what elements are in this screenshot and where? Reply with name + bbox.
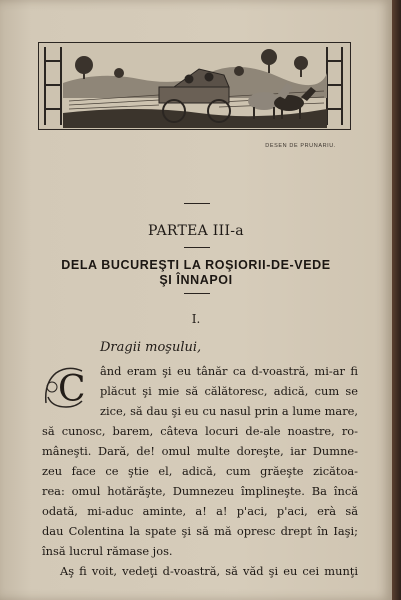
- body-line: odată, mi-aduc aminte, a! a! p'aci, p'aci, erà să: [42, 504, 358, 518]
- salutation: Dragii moşului,: [100, 340, 202, 355]
- illustration-caption: DESEN DE PRUNARIU.: [265, 143, 336, 149]
- body-line: Aş fi voit, vedeţi d-voastră, să văd şi eu cei munţi: [60, 564, 358, 578]
- chapter-title: [0, 258, 392, 288]
- chapter-number: I.: [191, 312, 201, 326]
- part-title: PARTEA III-a: [148, 223, 244, 239]
- rural-scene-image: [39, 43, 349, 128]
- ornamental-drop-cap: [42, 363, 98, 411]
- chapter-title-line-1: DELA BUCUREŞTI LA ROŞIORII-DE-VEDE: [61, 258, 331, 272]
- body-line: plăcut şi mie să călătoresc, adică, cum se: [100, 384, 358, 398]
- body-line: dau Colentina la spate şi să mă opresc drept în Iaşi;: [42, 524, 358, 538]
- book-spine: [392, 0, 401, 600]
- body-line: mâneşti. Dară, de! omul multe doreşte, iar Dumne-: [42, 444, 358, 458]
- drop-cap-letter: C: [58, 369, 86, 410]
- divider-middle: [184, 247, 210, 248]
- chapter-title-line-2: ŞI ÎNNAPOI: [159, 273, 233, 287]
- body-line: să cunosc, barem, câteva locuri de-ale noastre, ro-: [42, 424, 358, 438]
- header-illustration: [38, 42, 351, 130]
- divider-top: [184, 203, 210, 204]
- body-line: ând eram şi eu tânăr ca d-voastră, mi-ar fi: [100, 364, 358, 378]
- divider-bottom: [184, 293, 210, 294]
- body-line: rea: omul hotărăşte, Dumnezeu împlineşte. Ba încă: [42, 484, 358, 498]
- body-line: zeu face ce ştie el, adică, cum grăeşte zicătoa-: [42, 464, 358, 478]
- body-line: zice, să dau şi eu cu nasul prin a lume mare,: [100, 404, 358, 418]
- body-line: însă lucrul rămase jos.: [42, 544, 173, 558]
